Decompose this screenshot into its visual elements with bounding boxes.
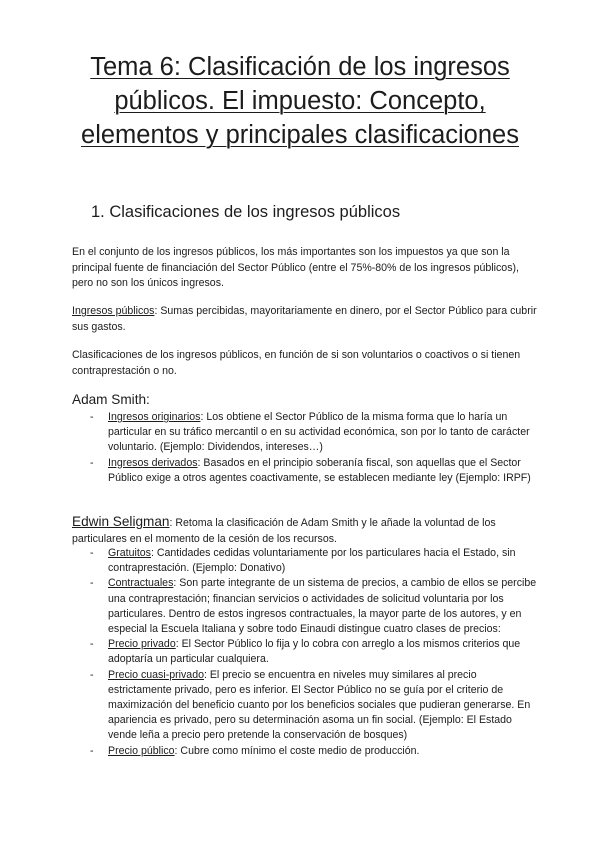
adam-smith-list <box>72 410 542 486</box>
item-text: : Los obtiene el Sector Público de la misma forma que lo haría un particular en su tráfico mercantil o en su actividad económica, son por lo tanto de carácter voluntario. (Ejemplo: Dividendos, intereses…) <box>108 411 530 454</box>
section-heading: 1. Clasificaciones de los ingresos públicos <box>91 203 401 221</box>
intro-paragraph: En el conjunto de los ingresos públicos, los más importantes son los impuestos ya que son la principal fuente de financiación del Sector Público (entre el 75%-80% de los ingresos públicos), pero no son los únicos ingresos. <box>72 246 519 289</box>
list-item <box>72 546 542 576</box>
definition-paragraph <box>72 304 542 335</box>
item-term: Precio público <box>108 744 175 757</box>
title-line-3: elementos y principales clasificaciones <box>81 121 519 149</box>
item-text: : Cubre como mínimo el coste medio de producción. <box>174 744 420 757</box>
list-dash: - <box>90 668 94 681</box>
list-item <box>72 637 542 667</box>
seligman-paragraph <box>72 514 542 547</box>
adam-smith-name: Adam Smith <box>72 392 147 407</box>
title-line-1: Tema 6: Clasificación de los ingresos <box>90 53 510 81</box>
seligman-intro: : Retoma la clasificación de Adam Smith y le añade la voluntad de los particulares en el momento de la cesión de los recursos. <box>72 517 496 545</box>
list-dash: - <box>90 638 94 651</box>
adam-smith-heading <box>72 392 150 407</box>
list-item <box>72 410 542 456</box>
list-item <box>72 456 542 486</box>
definition-term: Ingresos públicos <box>72 305 155 317</box>
list-dash: - <box>90 456 94 469</box>
item-text: : Son parte integrante de un sistema de precios, a cambio de ellos se percibe una contraprestación; financian servicios o actividades de solicitud voluntaria por los particulares. Dentro de estos ingresos contractuales, la mayor parte de los autores, y en especial la Escuela Italiana y sobre todo Einaudi distingue cuatro clases de precios: <box>108 577 537 636</box>
list-item <box>72 576 542 637</box>
adam-smith-colon: : <box>146 392 150 407</box>
item-term: Ingresos derivados <box>108 456 198 469</box>
definition-text: : Sumas percibidas, mayoritariamente en dinero, por el Sector Público para cubrir sus gastos. <box>72 305 537 333</box>
page-title <box>40 50 560 152</box>
seligman-list <box>72 546 542 759</box>
item-term: Ingresos originarios <box>108 411 201 423</box>
item-text: : Cantidades cedidas voluntariamente por los particulares hacia el Estado, sin contraprestación. (Ejemplo: Donativo) <box>108 547 516 575</box>
item-text: : El precio se encuentra en niveles muy similares al precio estrictamente privado, pero es inferior. El Sector Público no se guía por el criterio de maximización del beneficio cuanto por los beneficios sociales que pudieran generarse. En apariencia es privado, pero su determinación asoma un fin social. (Ejemplo: El Estado vende leña a precio pero pretende la conservación de bosques) <box>108 668 531 742</box>
list-item <box>72 668 542 744</box>
list-dash: - <box>90 547 94 559</box>
item-term: Contractuales <box>108 577 174 590</box>
list-dash: - <box>90 744 94 757</box>
item-term: Gratuitos <box>108 547 151 559</box>
item-term: Precio privado <box>108 638 176 651</box>
item-text: : El Sector Público lo fija y lo cobra con arreglo a los mismos criterios que adoptaría un particular cualquiera. <box>108 638 521 666</box>
classification-paragraph: Clasificaciones de los ingresos públicos, en función de si son voluntarios o coactivos o si tienen contraprestación o no. <box>72 349 521 377</box>
list-dash: - <box>90 411 94 423</box>
title-line-2: públicos. El impuesto: Concepto, <box>114 87 486 115</box>
item-text: : Basados en el principio soberanía fiscal, son aquellas que el Sector Público exige a otros agentes coactivamente, se establecen mediante ley (Ejemplo: IRPF) <box>108 456 531 484</box>
seligman-name: Edwin Seligman <box>72 514 170 529</box>
item-term: Precio cuasi-privado <box>108 668 204 681</box>
list-item <box>72 744 542 759</box>
list-dash: - <box>90 577 94 590</box>
